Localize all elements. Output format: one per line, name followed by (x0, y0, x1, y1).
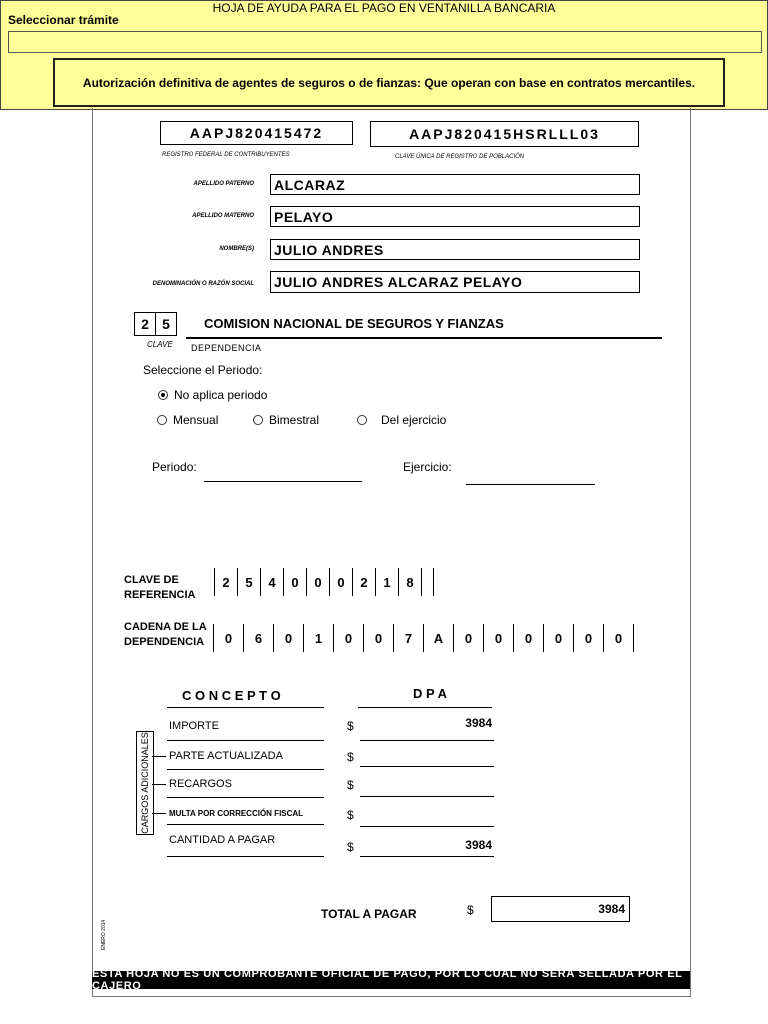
apellido-paterno-field[interactable]: ALCARAZ (270, 174, 640, 195)
cadena-digit: 6 (244, 624, 274, 652)
ref-digit: 0 (307, 568, 330, 596)
radio-icon (253, 415, 263, 425)
dpa-row-underline (360, 796, 494, 797)
currency-sign: $ (347, 750, 354, 764)
cadena-digit: 0 (574, 624, 604, 652)
concepto-header-underline (167, 707, 324, 708)
ref-digit-end (422, 568, 434, 596)
radio-del-ejercicio[interactable]: Del ejercicio (357, 413, 446, 427)
cargos-adicionales-label: CARGOS ADICIONALES (136, 731, 154, 835)
concepto-row-underline (167, 856, 324, 857)
total-currency-sign: $ (467, 903, 474, 917)
concepto-row-underline (167, 797, 324, 798)
dependencia-label: DEPENDENCIA (191, 343, 262, 353)
edition-stamp: ENERO 2014 (101, 919, 107, 950)
cadena-digit: 1 (304, 624, 334, 652)
dpa-row-underline (360, 856, 494, 857)
select-tramite-dropdown[interactable] (8, 31, 762, 53)
ejercicio-label: Ejercicio: (403, 460, 452, 474)
clave-label: CLAVE (147, 340, 173, 349)
radio-icon (357, 415, 367, 425)
apellido-materno-label: APELLIDO MATERNO (192, 213, 254, 219)
ref-digit: 8 (399, 568, 422, 596)
apellido-paterno-label: APELLIDO PATERNO (193, 181, 254, 187)
total-value[interactable]: 3984 (491, 896, 630, 922)
periodo-prompt: Seleccione el Periodo: (143, 363, 263, 377)
dependencia-underline (186, 337, 662, 339)
concepto-row-underline (167, 824, 324, 825)
periodo-field[interactable] (204, 481, 362, 482)
currency-sign: $ (347, 808, 354, 822)
nombre-label: NOMBRE(S) (219, 246, 254, 252)
importe-value[interactable]: 3984 (465, 716, 492, 730)
clave-dependencia (134, 312, 177, 336)
total-label: TOTAL A PAGAR (321, 907, 417, 921)
bracket-tick (152, 813, 166, 814)
cadena-digit: 0 (274, 624, 304, 652)
cadena-digit: 0 (484, 624, 514, 652)
concepto-recargos-label: RECARGOS (169, 778, 232, 790)
radio-no-aplica[interactable]: No aplica periodo (158, 388, 267, 402)
cadena-digit: 0 (364, 624, 394, 652)
razon-social-field[interactable]: JULIO ANDRES ALCARAZ PELAYO (270, 271, 640, 293)
concepto-row-underline (167, 740, 324, 741)
clave-digit: 2 (134, 312, 156, 336)
ejercicio-field[interactable] (466, 484, 595, 485)
curp-label: CLAVE ÚNICA DE REGISTRO DE POBLACIÓN (395, 154, 525, 160)
cadena-digit: 0 (214, 624, 244, 652)
concepto-parte-actualizada-label: PARTE ACTUALIZADA (169, 750, 283, 762)
concepto-multa-label: MULTA POR CORRECCIÓN FISCAL (169, 809, 304, 818)
select-tramite-label: Seleccionar trámite (8, 13, 119, 27)
referencia-label: CLAVE DE REFERENCIA (124, 574, 196, 601)
cadena-digit: 0 (334, 624, 364, 652)
disclaimer-banner: ESTA HOJA NO ES UN COMPROBANTE OFICIAL DE PAGO, POR LO CUAL NO SERÁ SELLADA POR EL CAJERO (92, 971, 690, 989)
cadena-digit: 0 (514, 624, 544, 652)
periodo-label: Periodo: (152, 460, 197, 474)
cadena-digit: 7 (394, 624, 424, 652)
radio-icon (157, 415, 167, 425)
ref-digit: 0 (284, 568, 307, 596)
dpa-row-underline (360, 740, 494, 741)
currency-sign: $ (347, 719, 354, 733)
nombre-field[interactable]: JULIO ANDRES (270, 239, 640, 260)
rfc-field[interactable]: AAPJ820415472 (160, 121, 353, 145)
dpa-header: D P A (413, 686, 447, 701)
apellido-materno-field[interactable]: PELAYO (270, 206, 640, 227)
cadena-digit: A (424, 624, 454, 652)
concepto-header: C O N C E P T O (182, 688, 281, 703)
selected-tramite-text: Autorización definitiva de agentes de seguros o de fianzas: Que operan con base en contratos mercantiles. (53, 58, 725, 107)
currency-sign: $ (347, 778, 354, 792)
cadena-digits (213, 624, 634, 652)
concepto-row-underline (167, 769, 324, 770)
ref-digit: 0 (330, 568, 353, 596)
rfc-label: REGISTRO FEDERAL DE CONTRIBUYENTES (162, 152, 290, 158)
cantidad-a-pagar-value[interactable]: 3984 (465, 838, 492, 852)
bracket-tick (152, 784, 166, 785)
currency-sign: $ (347, 840, 354, 854)
ref-digit: 4 (261, 568, 284, 596)
ref-digit: 1 (376, 568, 399, 596)
radio-selected-icon (158, 390, 168, 400)
cadena-digit: 0 (454, 624, 484, 652)
clave-digit: 5 (156, 312, 177, 336)
ref-digit: 5 (238, 568, 261, 596)
radio-bimestral[interactable]: Bimestral (253, 413, 319, 427)
ref-digit: 2 (215, 568, 238, 596)
ref-digit: 2 (353, 568, 376, 596)
cadena-digit: 0 (544, 624, 574, 652)
dpa-row-underline (360, 826, 494, 827)
concepto-cantidad-label: CANTIDAD A PAGAR (169, 834, 276, 846)
cadena-digit: 0 (604, 624, 634, 652)
dependencia-name: COMISION NACIONAL DE SEGUROS Y FIANZAS (204, 316, 504, 331)
concepto-importe-label: IMPORTE (169, 720, 219, 732)
cadena-label: CADENA DE LA DEPENDENCIA (124, 621, 207, 648)
bracket-tick (152, 756, 166, 757)
page-title: HOJA DE AYUDA PARA EL PAGO EN VENTANILLA BANCARIA (212, 1, 556, 15)
dpa-header-underline (358, 707, 492, 708)
curp-field[interactable]: AAPJ820415HSRLLL03 (370, 121, 639, 147)
radio-mensual[interactable]: Mensual (157, 413, 218, 427)
razon-social-label: DENOMINACIÓN O RAZÓN SOCIAL (152, 281, 254, 287)
dpa-row-underline (360, 766, 494, 767)
referencia-digits (214, 568, 434, 596)
